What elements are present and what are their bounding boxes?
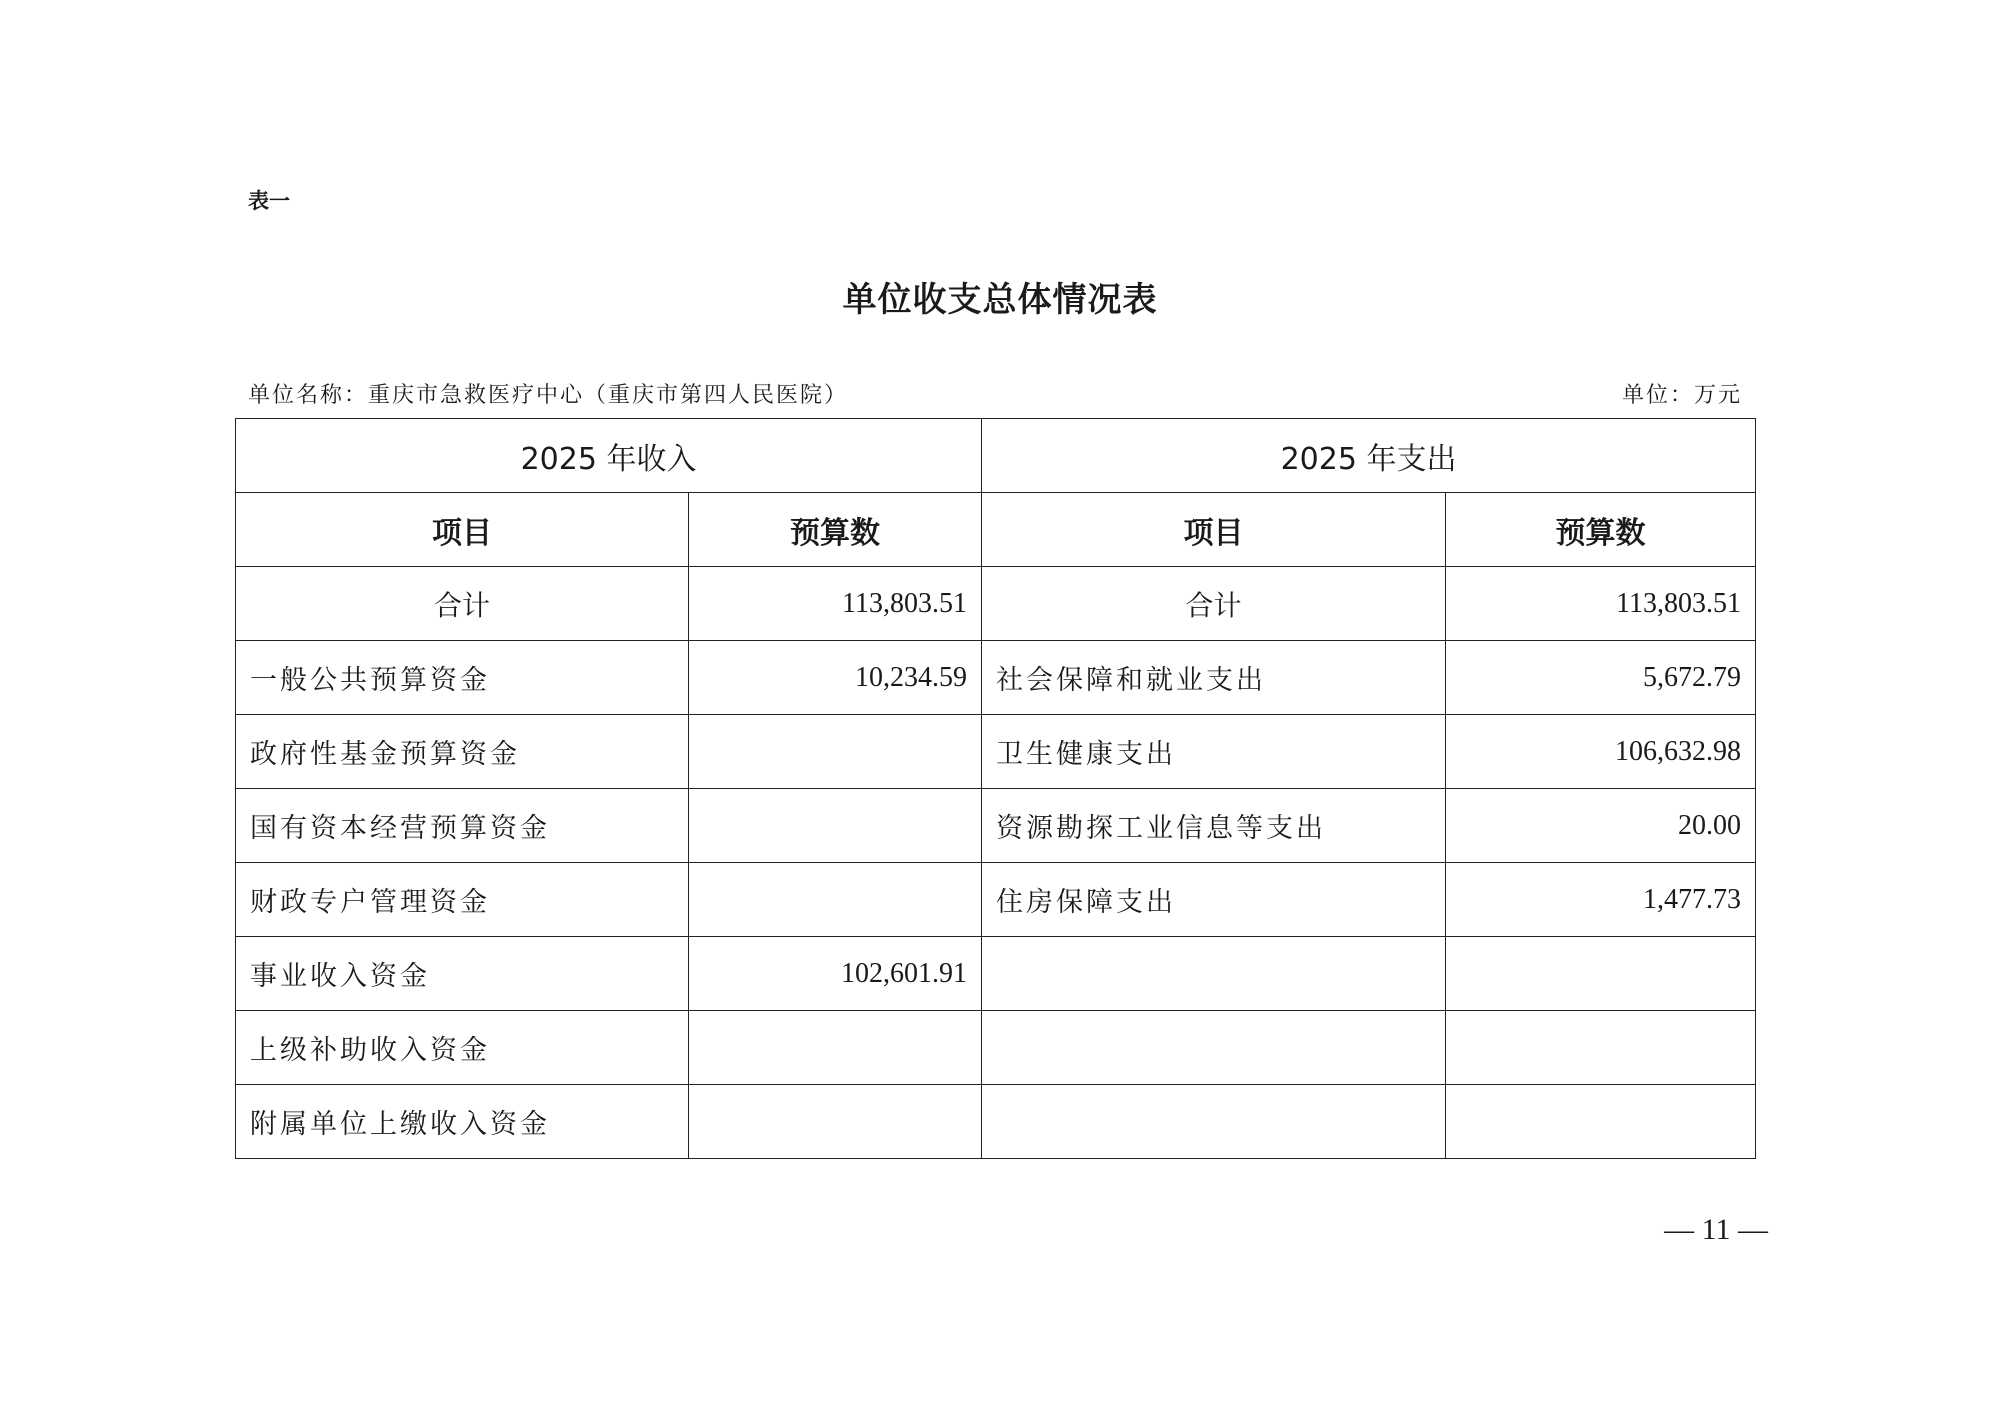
table-row: [236, 937, 1756, 1011]
total-row: [236, 567, 1756, 641]
expense-value: [1446, 937, 1756, 1011]
expense-total-value: 113,803.51: [1446, 567, 1756, 641]
income-total-label: 合计: [236, 567, 689, 641]
expense-item-header: 项目: [982, 493, 1446, 567]
expense-header: 2025 年支出: [982, 419, 1756, 493]
budget-table: [235, 418, 1756, 1159]
income-budget-header: 预算数: [689, 493, 982, 567]
expense-value: [1446, 1011, 1756, 1085]
table-row: [236, 715, 1756, 789]
expense-item: [982, 1011, 1446, 1085]
table-row: [236, 1011, 1756, 1085]
expense-value: [1446, 1085, 1756, 1159]
unit-measure: 单位：万元: [1621, 383, 1742, 408]
table-row: [236, 863, 1756, 937]
income-value: [689, 1011, 982, 1085]
page-title: 单位收支总体情况表: [842, 280, 1158, 320]
page-number: — 11 —: [1664, 1213, 1768, 1246]
income-value: [689, 863, 982, 937]
expense-item: 卫生健康支出: [982, 715, 1446, 789]
expense-item: 住房保障支出: [982, 863, 1446, 937]
table-row: [236, 789, 1756, 863]
income-value: [689, 715, 982, 789]
expense-value: 106,632.98: [1446, 715, 1756, 789]
income-item: 政府性基金预算资金: [236, 715, 689, 789]
table-row: [236, 641, 1756, 715]
expense-item: 资源勘探工业信息等支出: [982, 789, 1446, 863]
income-item: 事业收入资金: [236, 937, 689, 1011]
income-value: [689, 1085, 982, 1159]
income-value: 10,234.59: [689, 641, 982, 715]
income-item: 上级补助收入资金: [236, 1011, 689, 1085]
table-row: [236, 1085, 1756, 1159]
income-total-value: 113,803.51: [689, 567, 982, 641]
income-item-header: 项目: [236, 493, 689, 567]
expense-value: 20.00: [1446, 789, 1756, 863]
income-item: 附属单位上缴收入资金: [236, 1085, 689, 1159]
income-value: [689, 789, 982, 863]
group-header-row: [236, 419, 1756, 493]
table-label: 表一: [248, 189, 290, 213]
expense-budget-header: 预算数: [1446, 493, 1756, 567]
expense-value: 1,477.73: [1446, 863, 1756, 937]
expense-value: 5,672.79: [1446, 641, 1756, 715]
expense-item: [982, 937, 1446, 1011]
expense-total-label: 合计: [982, 567, 1446, 641]
income-header: 2025 年收入: [236, 419, 982, 493]
income-item: 国有资本经营预算资金: [236, 789, 689, 863]
column-header-row: [236, 493, 1756, 567]
income-value: 102,601.91: [689, 937, 982, 1011]
expense-item: 社会保障和就业支出: [982, 641, 1446, 715]
expense-item: [982, 1085, 1446, 1159]
unit-name: 单位名称：重庆市急救医疗中心（重庆市第四人民医院）: [248, 383, 849, 408]
income-item: 一般公共预算资金: [236, 641, 689, 715]
income-item: 财政专户管理资金: [236, 863, 689, 937]
